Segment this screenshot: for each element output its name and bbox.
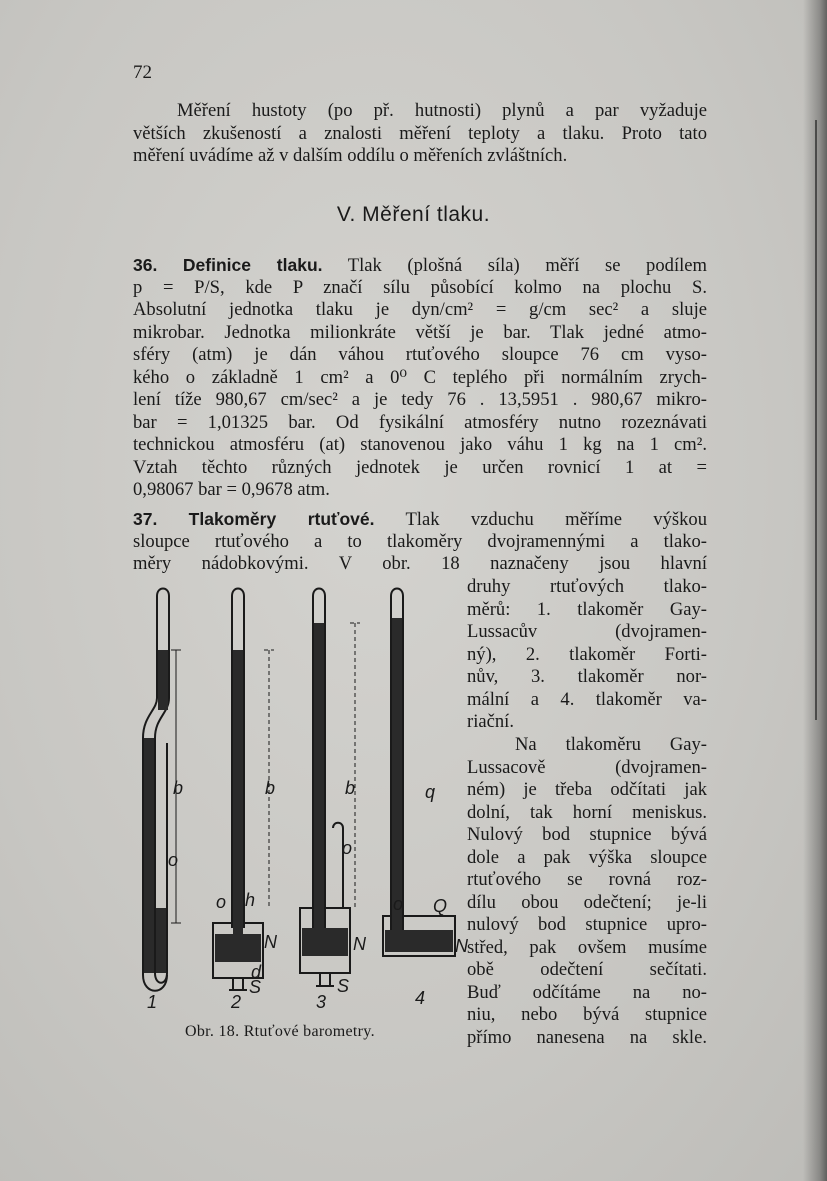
mercury-1-right	[156, 908, 166, 973]
right-column-line: Lussacově (dvojramen-	[467, 756, 707, 778]
label-b-3: b	[345, 778, 356, 798]
mercury-4	[392, 618, 402, 938]
figure-number-1: 1	[147, 992, 158, 1012]
label-b-2: b	[265, 778, 276, 798]
section-37-line: sloupce rtuťového a to tlakoměry dvojramennými a tlako-	[133, 530, 707, 552]
mercury-1-left	[144, 738, 154, 973]
mercury-2-cistern	[215, 934, 261, 962]
chapter-title: V. Měření tlaku.	[336, 203, 491, 226]
tube-3-side	[333, 823, 343, 908]
right-column-line: Buď odčítáme na no-	[467, 981, 707, 1003]
section-36-first-line	[133, 254, 707, 277]
section-37-heading: Tlakoměry rtuťové.	[188, 509, 375, 529]
intro-line: větších zkušeností a znalosti měření teploty a tlaku. Proto tato	[133, 122, 707, 144]
section-36-line: Vztah těchto různých jednotek je určen rovnicí 1 at =	[133, 456, 707, 478]
label-o-3: o	[342, 838, 353, 858]
intro-line: měření uvádíme až v dalším oddílu o měřeních zvláštních.	[133, 145, 568, 166]
right-column-line: nulový bod stupnice upro-	[467, 914, 707, 935]
intro-line: Měření hustoty (po př. hutnosti) plynů a par vyžaduje	[177, 100, 707, 121]
section-37-first-line	[133, 508, 707, 531]
section-36-line: technickou atmosféru (at) stanovenou jako váhu 1 kg na 1 cm².	[133, 434, 707, 455]
section-36-line: bar = 1,01325 bar. Od fysikální atmosféry nutno rozeznávati	[133, 411, 707, 433]
right-column-line: riační.	[467, 711, 514, 732]
section-36-line: Absolutní jednotka tlaku je dyn/cm² = g/cm sec² a sluje	[133, 299, 707, 320]
screw-2	[229, 978, 247, 990]
page-number: 72	[133, 62, 152, 83]
section-37-number: 37.	[133, 509, 158, 529]
label-q-4: q	[425, 782, 436, 802]
right-column-line: dole a pak výška sloupce	[467, 846, 707, 868]
figure-number-2: 2	[231, 992, 242, 1012]
section-36	[133, 254, 707, 502]
right-column-line: Lussacův (dvojramen-	[467, 621, 707, 642]
section-37	[133, 508, 707, 576]
label-N-3: N	[353, 934, 366, 954]
right-column-2	[467, 734, 707, 1049]
label-b-1: b	[173, 778, 184, 798]
right-column-line: Nulový bod stupnice bývá	[467, 824, 707, 845]
label-d-2: d	[251, 962, 262, 982]
right-column-line: dolní, tak horní meniskus.	[467, 801, 707, 823]
right-column-line: nův, 3. tlakoměr nor-	[467, 666, 707, 687]
right-column-line: ném) je třeba odčítati jak	[467, 779, 707, 800]
label-S-3: S	[337, 976, 350, 996]
right-column-line: střed, pak ovšem musíme	[467, 936, 707, 958]
right-column-line: druhy rtuťových tlako-	[467, 576, 707, 597]
section-36-line: lení tíže 980,67 cm/sec² a je tedy 76 . 13,5951 . 980,67 mikro-	[133, 389, 707, 410]
label-S-2: S	[249, 977, 262, 997]
section-36-line: mikrobar. Jednotka milionkráte větší je bar. Tlak jedné atmo-	[133, 321, 707, 343]
right-column-line: rtuťového se rovná roz-	[467, 869, 707, 890]
label-o-1: o	[168, 850, 179, 870]
right-column-line: přímo nanesena na skle.	[467, 1026, 707, 1048]
mercury-columns	[144, 618, 453, 973]
mercury-2	[233, 650, 243, 940]
figure-number-3: 3	[316, 992, 327, 1012]
measure-3	[350, 623, 360, 908]
right-column-line: dílu obou odečtení; je-li	[467, 891, 707, 913]
mercury-3-cistern	[302, 928, 348, 956]
figure-number-4: 4	[415, 988, 426, 1008]
section-36-line: 0,98067 bar = 0,9678 atm.	[133, 479, 330, 500]
mercury-4-cistern	[385, 930, 453, 952]
right-column-line: ný), 2. tlakoměr Forti-	[467, 643, 707, 665]
screw-3	[316, 973, 334, 986]
section-36-line: Tlak (plošná síla) měří se podílem	[347, 255, 707, 276]
right-column-line: niu, nebo bývá stupnice	[467, 1004, 707, 1025]
label-N-4: N	[455, 936, 468, 956]
section-36-line: p = P/S, kde P značí sílu působící kolmo na plochu S.	[133, 276, 707, 298]
section-36-number: 36.	[133, 255, 158, 275]
section-36-line: kého o základně 1 cm² a 0⁰ C teplého při normálním zrych-	[133, 366, 707, 388]
right-column-line: mální a 4. tlakoměr va-	[467, 688, 707, 710]
right-column-line: Na tlakoměru Gay-	[515, 734, 707, 755]
section-36-line: sféry (atm) je dán váhou rtuťového sloupce 76 cm vyso-	[133, 344, 707, 365]
label-o-2: o	[216, 892, 227, 912]
figure-barometers	[133, 578, 468, 1018]
section-37-line: měry nádobkovými. V obr. 18 naznačeny jsou hlavní	[133, 553, 707, 574]
right-column-line: měrů: 1. tlakoměr Gay-	[467, 598, 707, 620]
label-N-2: N	[264, 932, 277, 952]
mercury-1-top	[158, 650, 168, 710]
section-37-line: Tlak vzduchu měříme výškou	[405, 509, 707, 530]
mercury-3	[314, 623, 324, 943]
section-36-heading: Definice tlaku.	[182, 255, 323, 275]
right-column-line: obě odečtení sečítati.	[467, 959, 707, 980]
right-column-1	[467, 576, 707, 734]
label-Q-4: Q	[433, 896, 448, 916]
label-h-2: h	[245, 890, 256, 910]
label-o-4: o	[393, 894, 404, 914]
intro-paragraph	[133, 100, 707, 168]
figure-caption: Obr. 18. Rtuťové barometry.	[185, 1023, 375, 1040]
